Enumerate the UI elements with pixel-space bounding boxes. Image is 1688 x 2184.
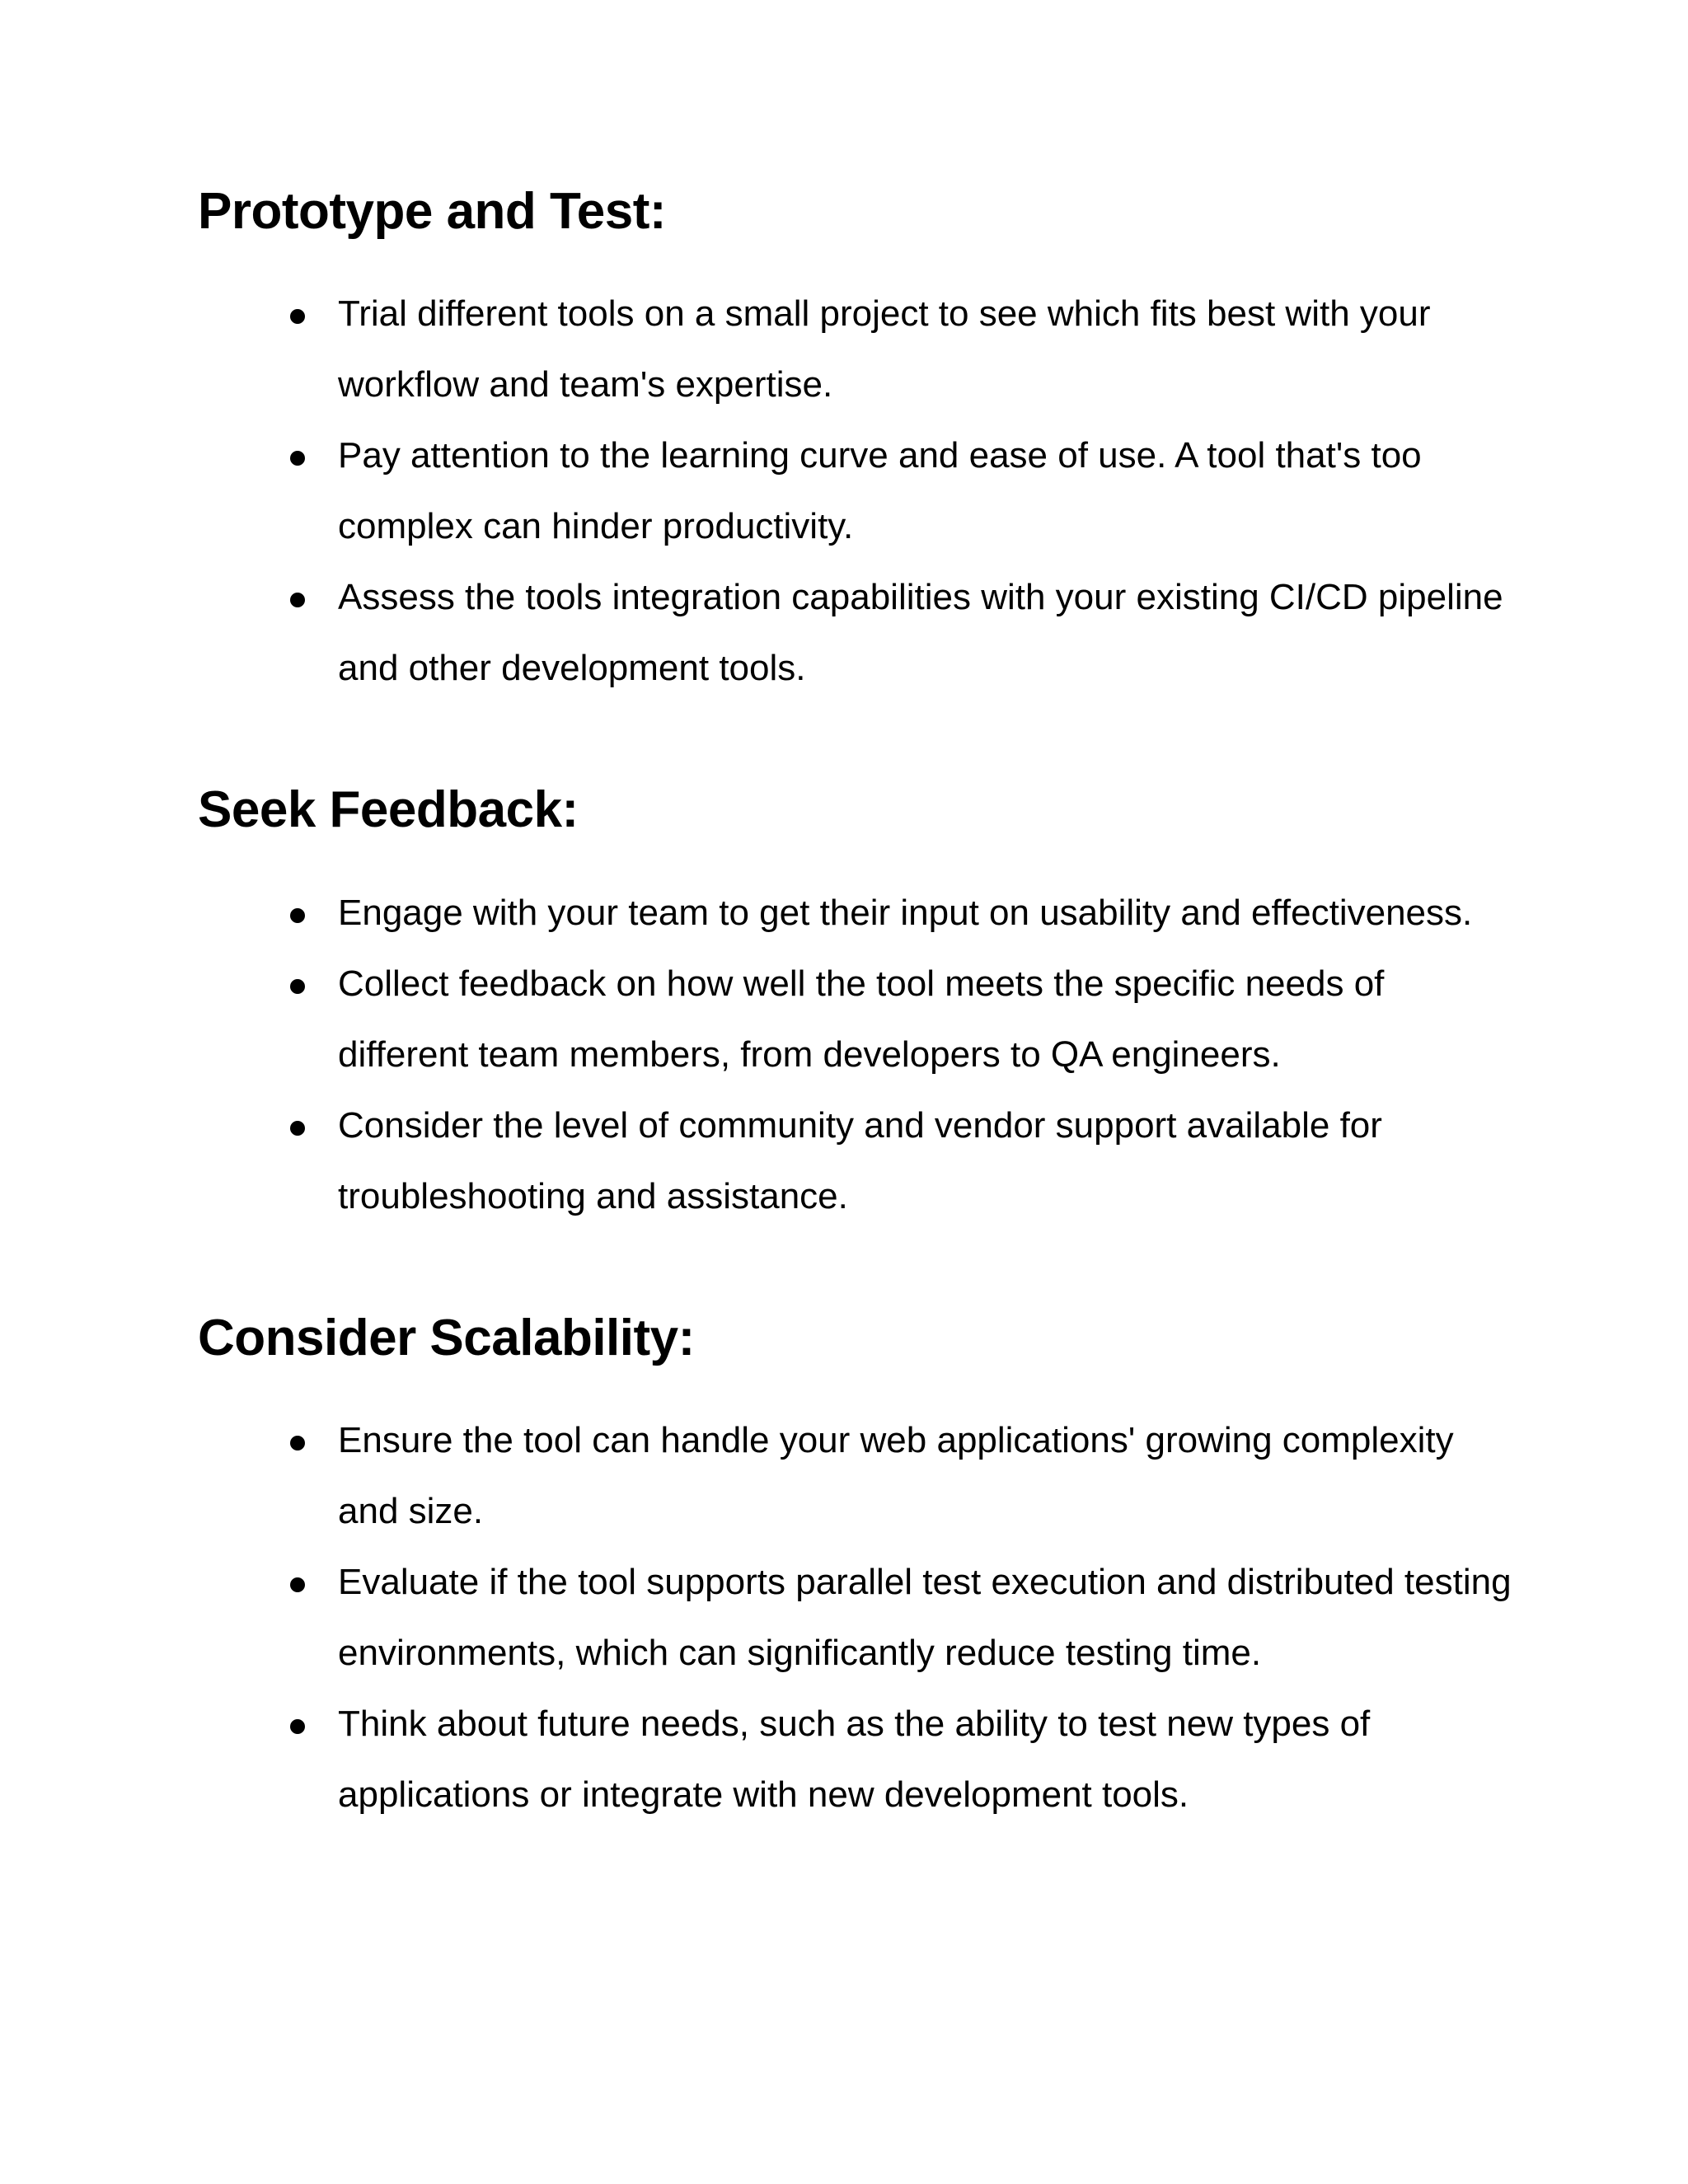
bullet-list	[198, 878, 1517, 1232]
bullet-icon	[290, 979, 305, 994]
list-item-text: Trial different tools on a small project to see which fits best with your workflow and team's expertise.	[338, 293, 1431, 405]
list-item-text: Evaluate if the tool supports parallel test execution and distributed testing environments, which can significantly reduce testing time.	[338, 1562, 1512, 1674]
list-item-text: Pay attention to the learning curve and ease of use. A tool that's too complex can hinder productivity.	[338, 435, 1422, 547]
list-item-text: Think about future needs, such as the ability to test new types of applications or integrate with new development tools.	[338, 1704, 1371, 1816]
bullet-icon	[290, 1121, 305, 1136]
list-item	[198, 949, 1517, 1090]
section-heading: Seek Feedback:	[198, 781, 579, 839]
section-prototype-and-test	[198, 181, 1517, 704]
bullet-icon	[290, 309, 305, 324]
list-item	[198, 562, 1517, 704]
list-item	[198, 1689, 1517, 1830]
list-item-text: Ensure the tool can handle your web applications' growing complexity and size.	[338, 1420, 1454, 1532]
section-heading: Consider Scalability:	[198, 1309, 695, 1366]
bullet-icon	[290, 593, 305, 607]
bullet-icon	[290, 908, 305, 923]
list-item-text: Engage with your team to get their input on usability and effectiveness.	[338, 892, 1473, 933]
list-item-text: Consider the level of community and vendor support available for troubleshooting and assistance.	[338, 1104, 1382, 1216]
list-item	[198, 878, 1517, 949]
bullet-icon	[290, 1577, 305, 1592]
list-item-text: Collect feedback on how well the tool meets the specific needs of different team members, from developers to QA engineers.	[338, 963, 1385, 1075]
bullet-icon	[290, 1436, 305, 1451]
list-item	[198, 1090, 1517, 1232]
bullet-list	[198, 279, 1517, 704]
list-item	[198, 420, 1517, 562]
bullet-icon	[290, 1719, 305, 1734]
list-item-text: Assess the tools integration capabilities with your existing CI/CD pipeline and other development tools.	[338, 577, 1503, 689]
list-item	[198, 1405, 1517, 1547]
section-heading: Prototype and Test:	[198, 183, 667, 240]
section-consider-scalability	[198, 1308, 1517, 1830]
document-content	[198, 181, 1517, 1830]
bullet-icon	[290, 451, 305, 466]
list-item	[198, 1547, 1517, 1689]
list-item	[198, 279, 1517, 420]
section-seek-feedback	[198, 780, 1517, 1231]
bullet-list	[198, 1405, 1517, 1830]
